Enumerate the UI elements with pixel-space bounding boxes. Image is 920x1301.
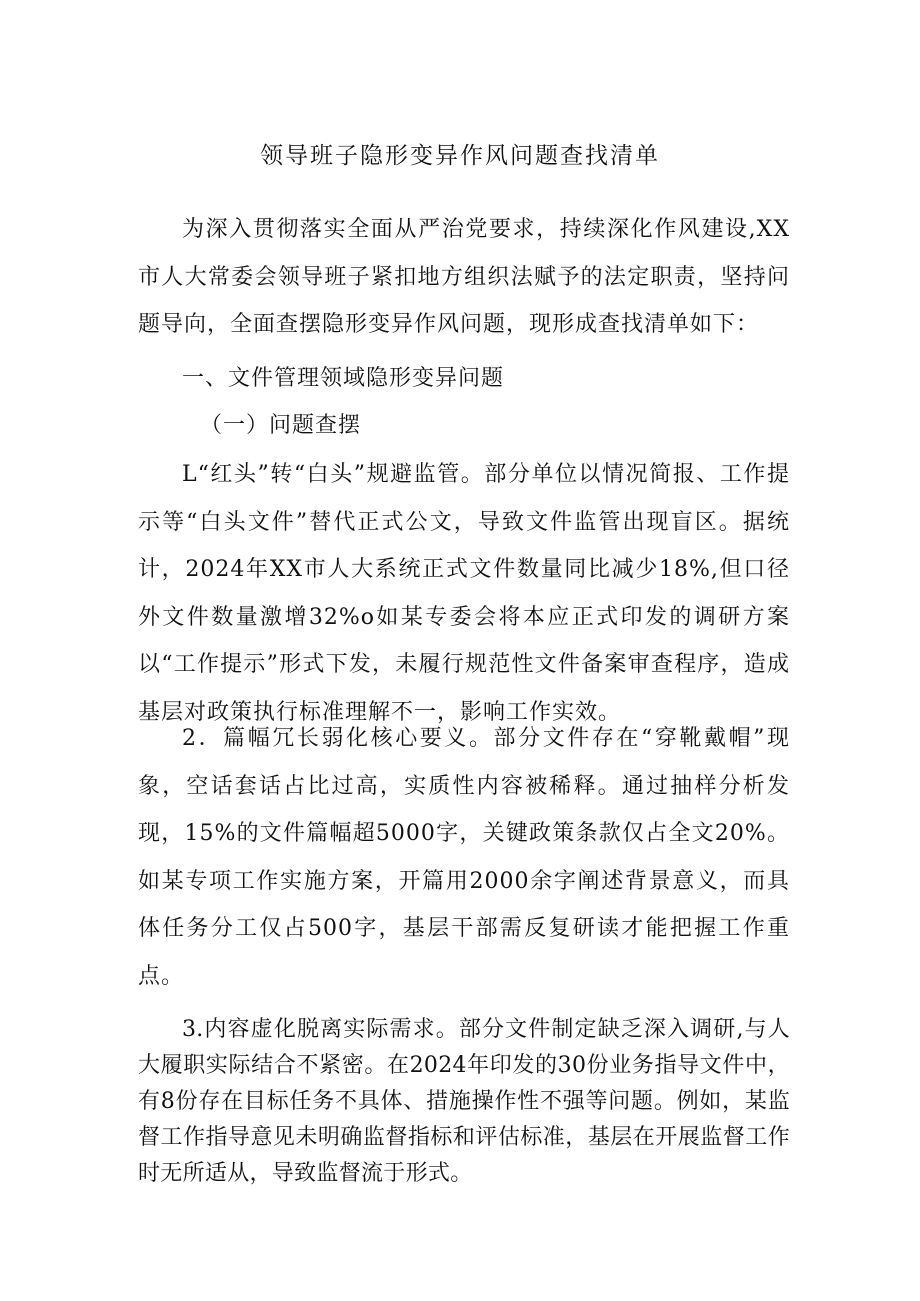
problem-item-2: 2．篇幅冗长弱化核心要义。部分文件存在“穿靴戴帽”现象，空话套话占比过高，实质性内容被稀释。通过抽样分析发现，15%的文件篇幅超5000字，关键政策条款仅占全文20%。如某专项工作实施方案，开篇用2000余字阐述背景意义，而具体任务分工仅占500字，基层干部需反复研读才能把握工作重点。 [138, 726, 790, 989]
subsection-heading: （一）问题查摆 [200, 413, 362, 438]
problem-item-3: 3.内容虚化脱离实际需求。部分文件制定缺乏深入调研,与人大履职实际结合不紧密。在2024年印发的30份业务指导文件中，有8份存在目标任务不具体、措施操作性不强等问题。例如，某监督工作指导意见未明确监督指标和评估标准，基层在开展监督工作时无所适从，导致监督流于形式。 [138, 1017, 790, 1186]
document-title: 领导班子隐形变异作风问题查找清单 [260, 143, 660, 169]
intro-paragraph: 为深入贯彻落实全面从严治党要求，持续深化作风建设,XX市人大常委会领导班子紧扣地方组织法赋予的法定职责，坚持问题导向，全面查摆隐形变异作风问题，现形成查找清单如下： [138, 217, 790, 337]
section-heading: 一、文件管理领域隐形变异问题 [182, 366, 505, 391]
problem-item-1: L“红头”转“白头”规避监管。部分单位以情况简报、工作提示等“白头文件”替代正式公文，导致文件监管出现盲区。据统计，2024年XX市人大系统正式文件数量同比减少18%,但口径外文件数量激增32%o如某专委会将本应正式印发的调研方案以“工作提示”形式下发，未履行规范性文件备案审查程序，造成基层对政策执行标准理解不一，影响工作实效。 [138, 462, 790, 725]
